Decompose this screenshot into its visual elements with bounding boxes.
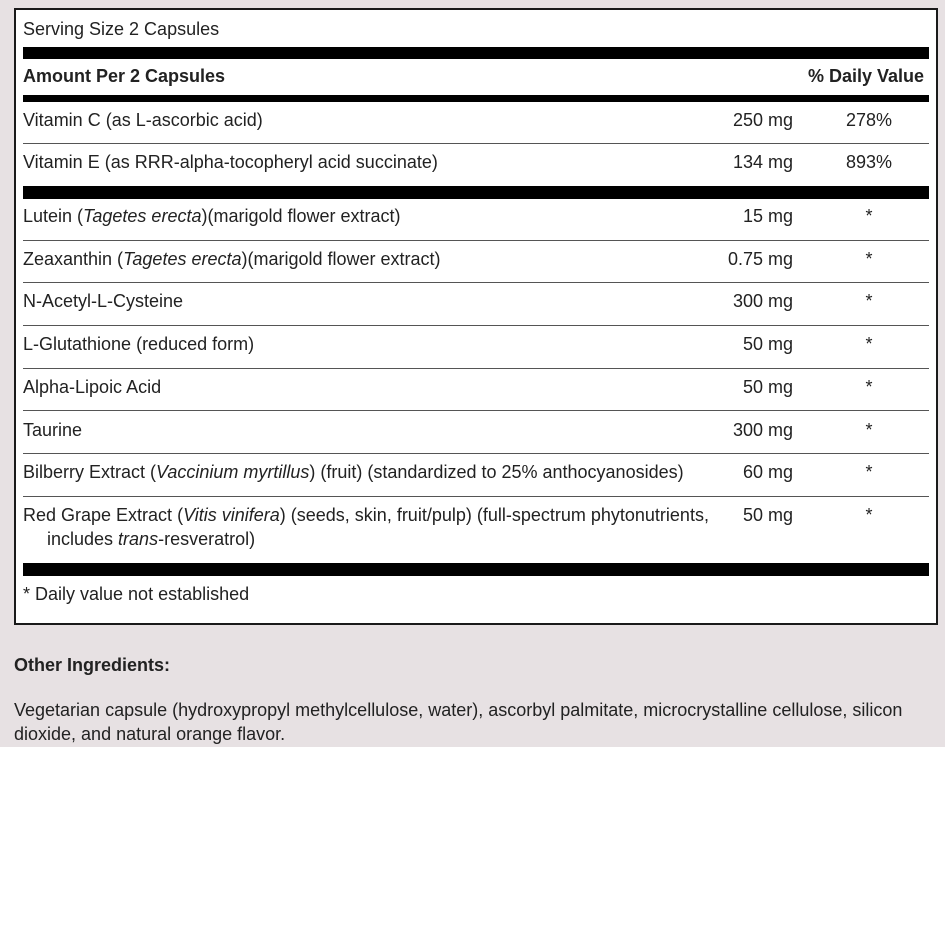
daily-value-header: % Daily Value: [808, 66, 925, 86]
nutrient-amount: 15 mg: [742, 206, 793, 226]
nutrient-amount: 300 mg: [732, 291, 793, 311]
nutrient-name: Vitamin E (as RRR-alpha-tocopheryl acid succinate): [23, 152, 438, 172]
row-divider: [23, 143, 929, 144]
other-ingredients-title: Other Ingredients:: [14, 655, 171, 675]
nutrient-daily-value: *: [865, 206, 873, 226]
nutrient-daily-value: 278%: [845, 110, 893, 130]
nutrient-amount: 50 mg: [742, 334, 793, 354]
row-divider: [23, 453, 929, 454]
nutrient-daily-value: *: [865, 249, 873, 269]
nutrient-name: Red Grape Extract (Vitis vinifera) (seeds, skin, fruit/pulp) (full-spectrum phytonutrients,: [23, 505, 709, 525]
serving-size: Serving Size 2 Capsules: [23, 19, 220, 39]
nutrient-daily-value: 893%: [845, 152, 893, 172]
nutrient-amount: 134 mg: [732, 152, 793, 172]
nutrient-daily-value: *: [865, 505, 873, 525]
nutrient-amount: 50 mg: [742, 377, 793, 397]
nutrient-name: Taurine: [23, 420, 83, 440]
row-divider: [23, 496, 929, 497]
nutrient-daily-value: *: [865, 420, 873, 440]
nutrient-name: Lutein (Tagetes erecta)(marigold flower extract): [23, 206, 401, 226]
supplement-facts-panel: [14, 8, 938, 625]
nutrient-daily-value: *: [865, 291, 873, 311]
nutrient-name: L-Glutathione (reduced form): [23, 334, 255, 354]
row-divider: [23, 410, 929, 411]
divider-thick: [23, 563, 929, 576]
footnote: * Daily value not established: [23, 584, 250, 604]
other-ingredients-text: Vegetarian capsule (hydroxypropyl methylcellulose, water), ascorbyl palmitate, microcrystalline cellulose, silicon dioxide, and natural orange flavor.: [14, 700, 903, 744]
row-divider: [23, 240, 929, 241]
divider-medium: [23, 95, 929, 102]
nutrient-amount: 0.75 mg: [727, 249, 793, 269]
nutrient-amount: 250 mg: [732, 110, 793, 130]
row-divider: [23, 368, 929, 369]
nutrient-name: Zeaxanthin (Tagetes erecta)(marigold flower extract): [23, 249, 441, 269]
nutrient-name-continued: includes trans-resveratrol): [47, 529, 256, 549]
divider-thick: [23, 186, 929, 199]
nutrient-amount: 50 mg: [742, 505, 793, 525]
nutrient-name: N-Acetyl-L-Cysteine: [23, 291, 184, 311]
divider-thick: [23, 47, 929, 59]
nutrient-name: Bilberry Extract (Vaccinium myrtillus) (fruit) (standardized to 25% anthocyanosides): [23, 462, 684, 482]
row-divider: [23, 325, 929, 326]
nutrient-amount: 300 mg: [732, 420, 793, 440]
nutrient-daily-value: *: [865, 462, 873, 482]
nutrient-daily-value: *: [865, 334, 873, 354]
nutrient-daily-value: *: [865, 377, 873, 397]
amount-per-header: Amount Per 2 Capsules: [23, 66, 226, 86]
row-divider: [23, 282, 929, 283]
nutrient-name: Alpha-Lipoic Acid: [23, 377, 162, 397]
nutrient-name: Vitamin C (as L-ascorbic acid): [23, 110, 263, 130]
nutrient-amount: 60 mg: [742, 462, 793, 482]
